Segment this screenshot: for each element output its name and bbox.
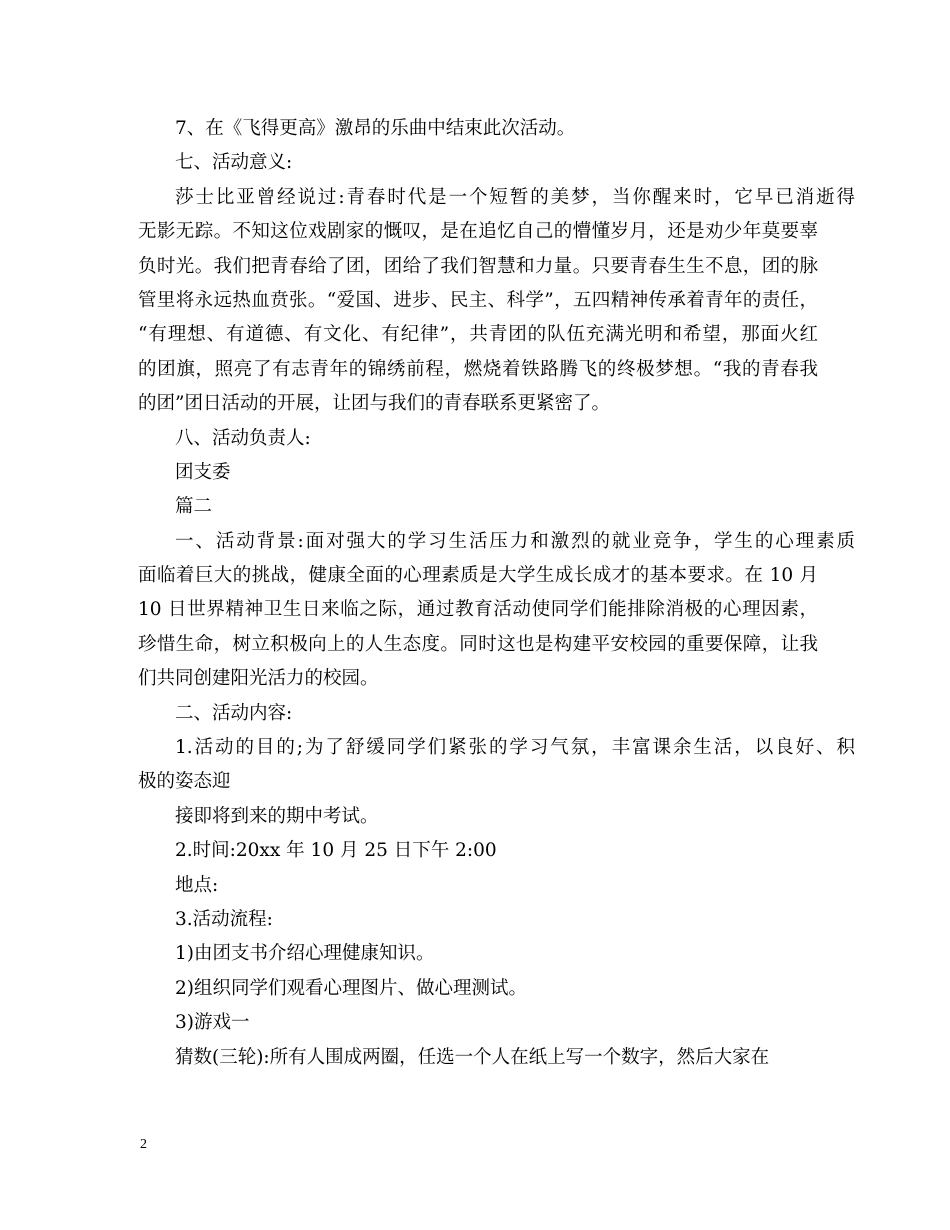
section-heading-significance: 七、活动意义:	[175, 152, 293, 174]
paragraph-line: 极的姿态迎	[138, 771, 231, 793]
paragraph-line: 10 日世界精神卫生日来临之际，通过教育活动使同学们能排除消极的心理因素，	[138, 599, 818, 621]
list-item-closing-song: 7、在《飞得更高》激昂的乐曲中结束此次活动。	[175, 118, 576, 139]
section-heading-responsible: 八、活动负责人:	[175, 427, 311, 449]
paragraph-line: 1.活动的目的;为了舒缓同学们紧张的学习气氛，丰富课余生活，以良好、积	[175, 737, 855, 759]
responsible-party: 团支委	[175, 461, 231, 483]
paragraph-line: 莎士比亚曾经说过:青春时代是一个短暂的美梦，当你醒来时，它早已消逝得	[175, 186, 855, 208]
paragraph-line: 珍惜生命，树立积极向上的人生态度。同时这也是构建平安校园的重要保障，让我	[138, 633, 818, 655]
paragraph-line: 们共同创建阳光活力的校园。	[138, 668, 379, 690]
flow-step: 2)组织同学们观看心理图片、做心理测试。	[175, 977, 527, 999]
paragraph-line: 管里将永远热血贲张。“爱国、进步、民主、科学”，五四精神传承着青年的责任，	[138, 289, 818, 311]
paragraph-line: 接即将到来的期中考试。	[175, 805, 379, 827]
paragraph-line: 无影无踪。不知这位戏剧家的慨叹，是在追忆自己的懵懂岁月，还是劝少年莫要辜	[138, 221, 818, 243]
part-heading: 篇二	[175, 496, 213, 518]
activity-location: 地点:	[175, 874, 219, 896]
paragraph-line: 面临着巨大的挑战，健康全面的心理素质是大学生成长成才的基本要求。在 10 月	[138, 565, 818, 587]
paragraph-line: 的团”团日活动的开展，让团与我们的青春联系更紧密了。	[138, 393, 610, 415]
document-body	[138, 112, 855, 1075]
paragraph-line: 负时光。我们把青春给了团，团给了我们智慧和力量。只要青春生生不息，团的脉	[138, 255, 818, 277]
paragraph-line: 猜数(三轮):所有人围成两圈，任选一个人在纸上写一个数字，然后大家在	[175, 1046, 770, 1068]
paragraph-line: “有理想、有道德、有文化、有纪律”，共青团的队伍充满光明和希望，那面火红	[138, 324, 818, 346]
section-heading-content: 二、活动内容:	[175, 702, 293, 724]
flow-step: 1)由团支书介绍心理健康知识。	[175, 943, 435, 965]
page-number: 2	[140, 1137, 147, 1152]
activity-time: 2.时间:20xx 年 10 月 25 日下午 2:00	[175, 840, 497, 862]
flow-step: 3)游戏一	[175, 1012, 250, 1034]
paragraph-line: 的团旗，照亮了有志青年的锦绣前程，燃烧着铁路腾飞的终极梦想。“我的青春我	[138, 358, 818, 380]
activity-flow-heading: 3.活动流程:	[175, 908, 273, 930]
paragraph-line: 一、活动背景:面对强大的学习生活压力和激烈的就业竞争，学生的心理素质	[175, 530, 855, 552]
